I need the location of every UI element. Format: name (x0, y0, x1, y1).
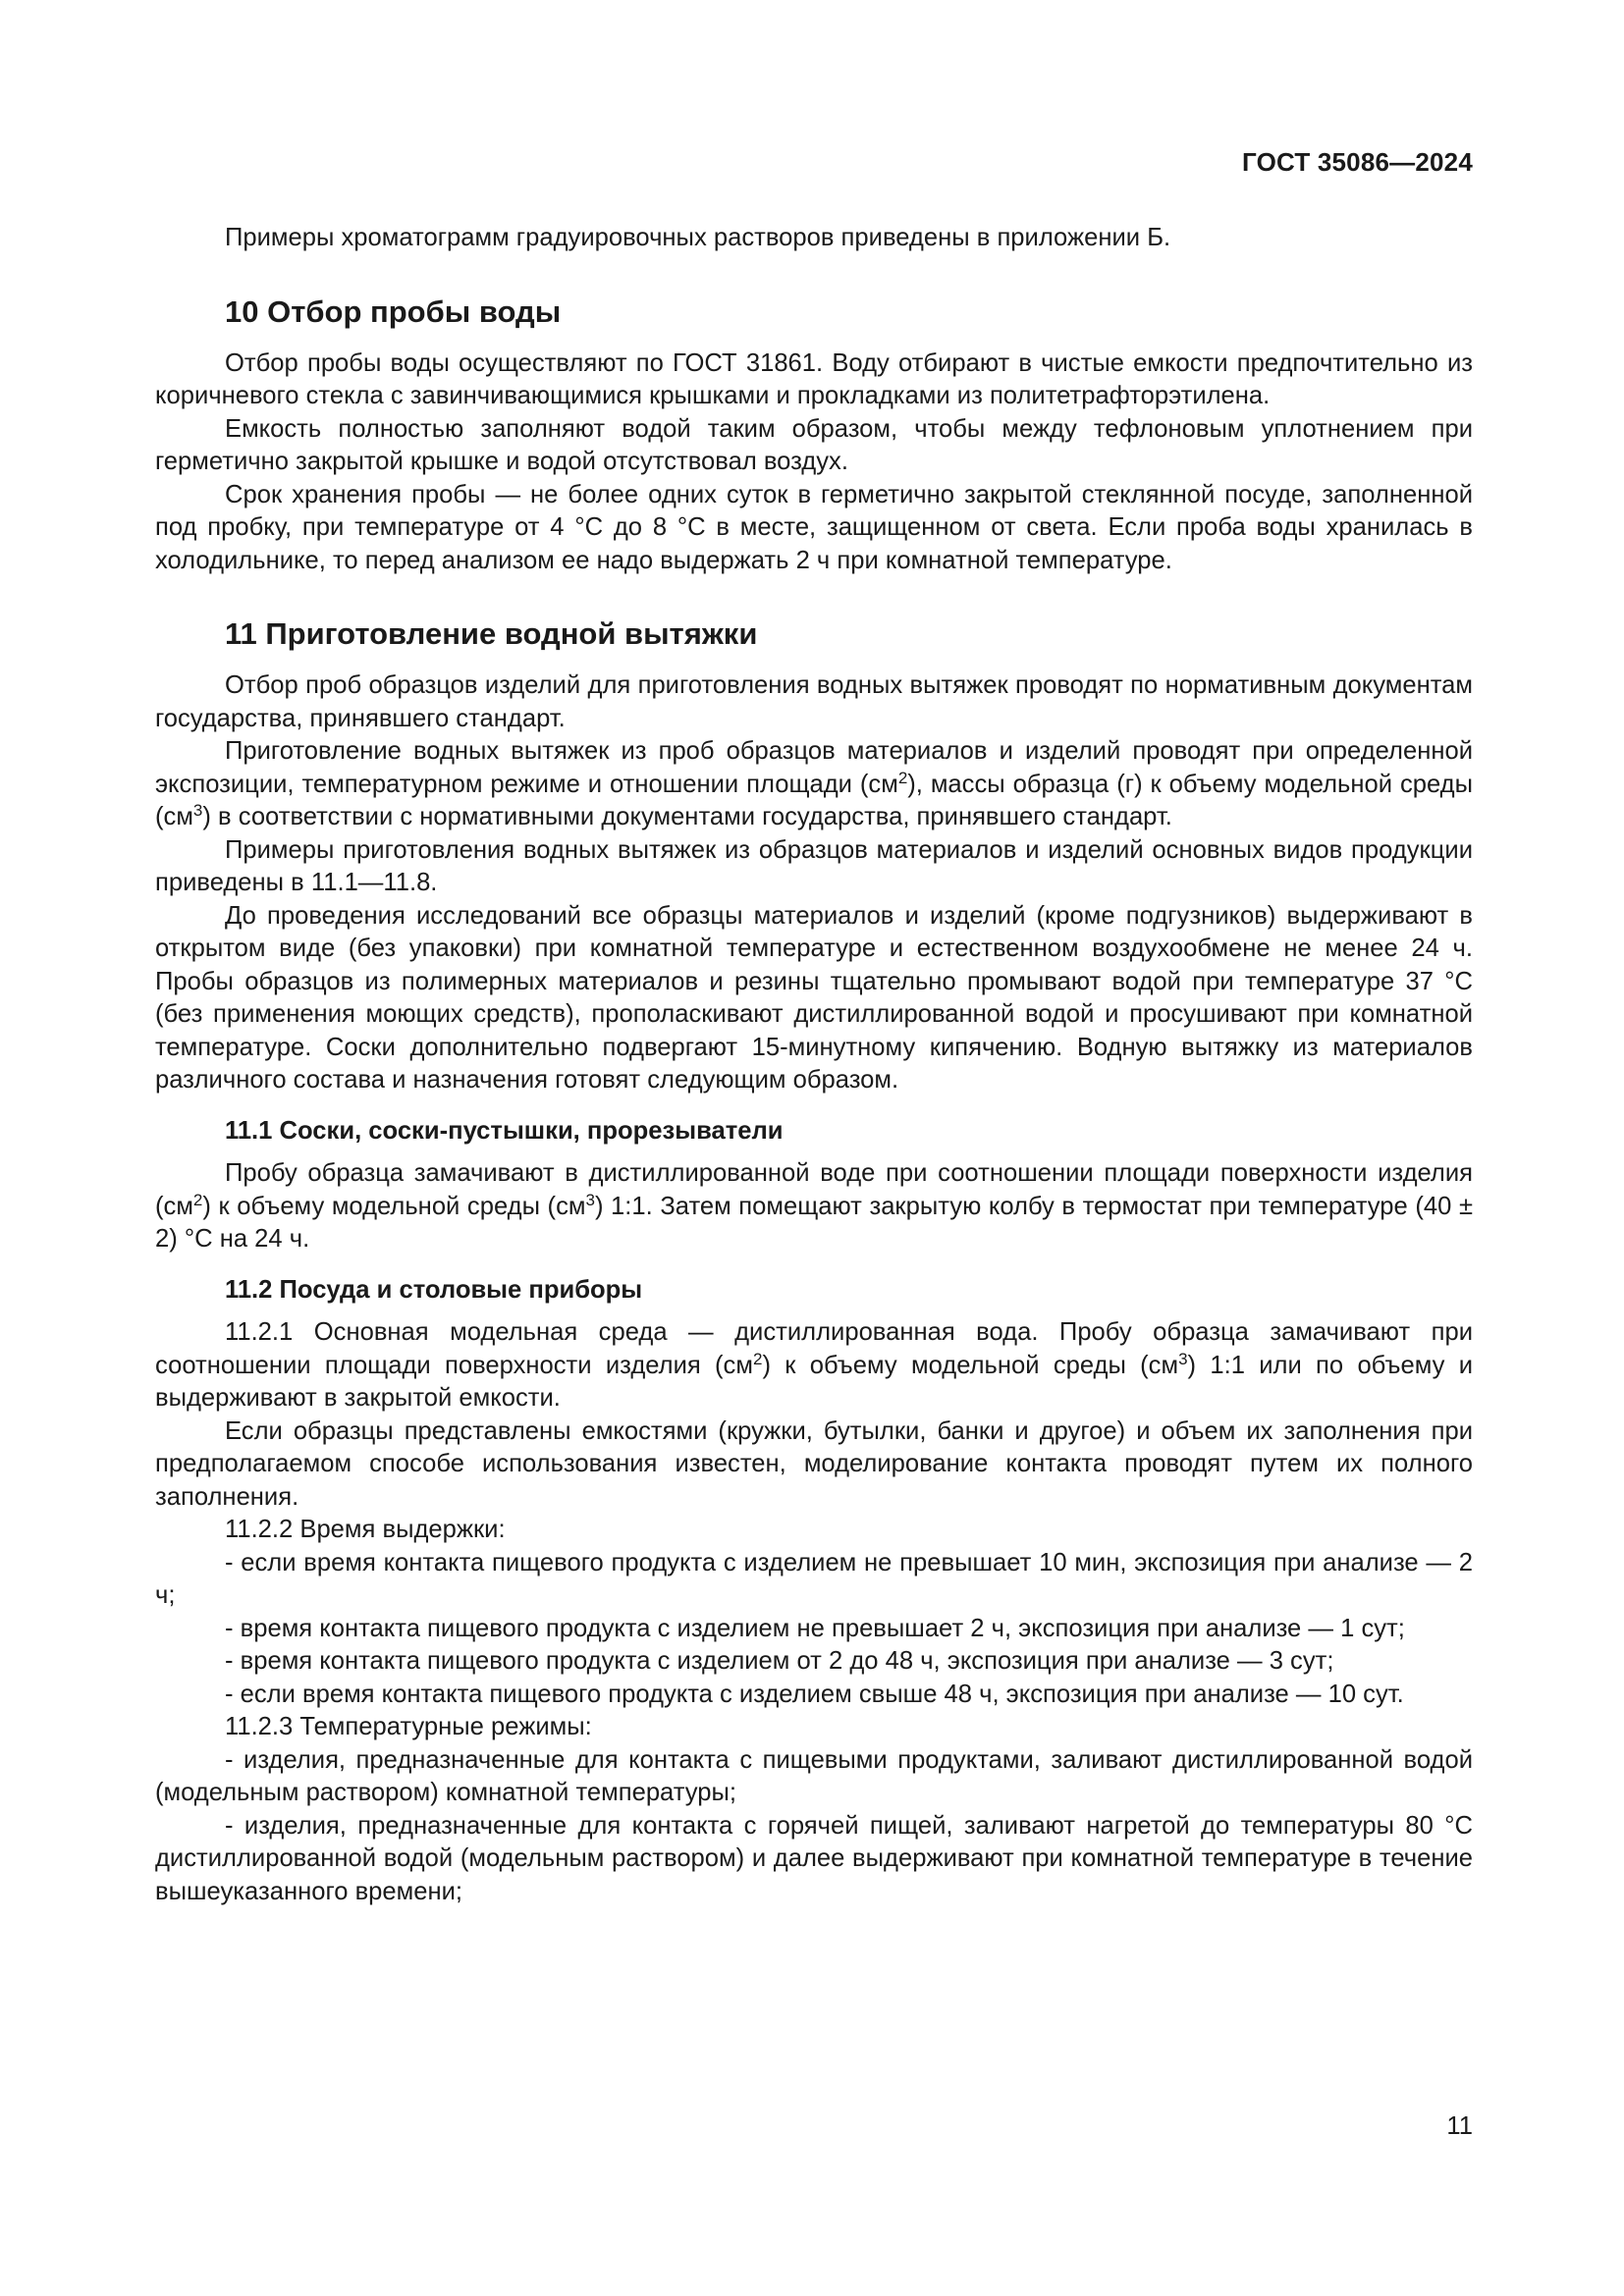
intro-paragraph: Примеры хроматограмм градуировочных растворов приведены в приложении Б. (225, 224, 1171, 251)
section-10-title: 10 Отбор пробы воды (225, 294, 562, 329)
section-10-paragraph-2: Емкость полностью заполняют водой таким образом, чтобы между тефлоновым уплотнением при герметично закрытой крышке и водой отсутствовал воздух. (155, 414, 1473, 475)
section-11-paragraph-3: Примеры приготовления водных вытяжек из образцов материалов и изделий основных видов продукции приведены в 11.1—11.8. (155, 835, 1473, 896)
subsection-11-2-paragraph-3: 11.2.2 Время выдержки: (225, 1516, 506, 1543)
list-item: - время контакта пищевого продукта с изделием не превышает 2 ч, экспозиция при анализе — 1 сут; (225, 1614, 1405, 1642)
subsection-11-2-paragraph-8: 11.2.3 Температурные режимы: (225, 1713, 592, 1740)
subsection-11-1-paragraph: Пробу образца замачивают в дистиллированной воде при соотношении площади поверхности изделия $(см^2)$ к объему модельной среды $(см^3)$ 1:1. Затем помещают закрытую колбу в термостат при температуре (40 ± 2) °C на 24 ч. (155, 1159, 1473, 1253)
section-10-paragraph-3: Срок хранения пробы — не более одних суток в герметично закрытой стеклянной посуде, заполненной под пробку, при температуре от 4 °C до 8 °C в месте, защищенном от света. Если проба воды хранилась в холодильнике, то перед анализом ее надо выдержать 2 ч при комнатной температуре. (155, 480, 1473, 574)
section-11-paragraph-4: До проведения исследований все образцы материалов и изделий (кроме подгузников) выдерживают в открытом виде (без упаковки) при комнатной температуре и естественном воздухообмене не менее 24 ч. Пробы образцов из полимерных материалов и резины тщательно промывают водой при температуре 37 °C (без применения моющих средств), прополаскивают дистиллированной водой и просушивают при комнатной температуре. Соски дополнительно подвергают 15-минутному кипячению. Водную вытяжку из материалов различного состава и назначения готовят следующим образом. (155, 901, 1473, 1094)
section-11-paragraph-1: Отбор проб образцов изделий для приготовления водных вытяжек проводят по нормативным документам государства, принявшего стандарт. (155, 671, 1473, 732)
section-10-paragraph-1: Отбор пробы воды осуществляют по ГОСТ 31861. Воду отбирают в чистые емкости предпочтительно из коричневого стекла с завинчивающимися крышками и прокладками из политетрафторэтилена. (155, 348, 1473, 409)
section-11-paragraph-2: Приготовление водных вытяжек из проб образцов материалов и изделий проводят при определенной экспозиции, температурном режиме и отношении площади $(см^2)$, массы образца (г) к объему модельной среды $(см^3)$ в соответствии с нормативными документами государства, принявшего стандарт. (155, 737, 1473, 830)
subsection-11-1-title: 11.1 Соски, соски-пустышки, прорезыватели (225, 1116, 784, 1145)
list-item: - время контакта пищевого продукта с изделием от 2 до 48 ч, экспозиция при анализе — 3 сут; (225, 1647, 1334, 1675)
page-content (155, 222, 1473, 1908)
document-id: ГОСТ 35086—2024 (1242, 147, 1473, 177)
section-11-title: 11 Приготовление водной вытяжки (225, 616, 758, 651)
subsection-11-2-paragraph-2: Если образцы представлены емкостями (кружки, бутылки, банки и другое) и объем их заполнения при предполагаемом способе использования известен, моделирование контакта проводят путем их полного заполнения. (155, 1416, 1473, 1511)
subsection-11-2-title: 11.2 Посуда и столовые приборы (225, 1275, 643, 1304)
list-item: - изделия, предназначенные для контакта с горячей пищей, заливают нагретой до температуры 80 °C дистиллированной водой (модельным раствором) и далее выдерживают при комнатной температуре в течение вышеуказанного времени; (155, 1811, 1473, 1905)
subsection-11-2-paragraph-1: 11.2.1 Основная модельная среда — дистиллированная вода. Пробу образца замачивают при соотношении площади поверхности изделия $(см^2)$ к объему модельной среды $(см^3)$ 1:1 или по объему и выдерживают в закрытой емкости. (155, 1318, 1473, 1412)
list-item: - изделия, предназначенные для контакта с пищевыми продуктами, заливают дистиллированной водой (модельным раствором) комнатной температуры; (155, 1745, 1473, 1806)
page-number: 11 (1446, 2112, 1473, 2140)
list-item: - если время контакта пищевого продукта с изделием не превышает 10 мин, экспозиция при анализе — 2 ч; (155, 1548, 1473, 1609)
list-item: - если время контакта пищевого продукта с изделием свыше 48 ч, экспозиция при анализе — 10 сут. (225, 1680, 1404, 1708)
